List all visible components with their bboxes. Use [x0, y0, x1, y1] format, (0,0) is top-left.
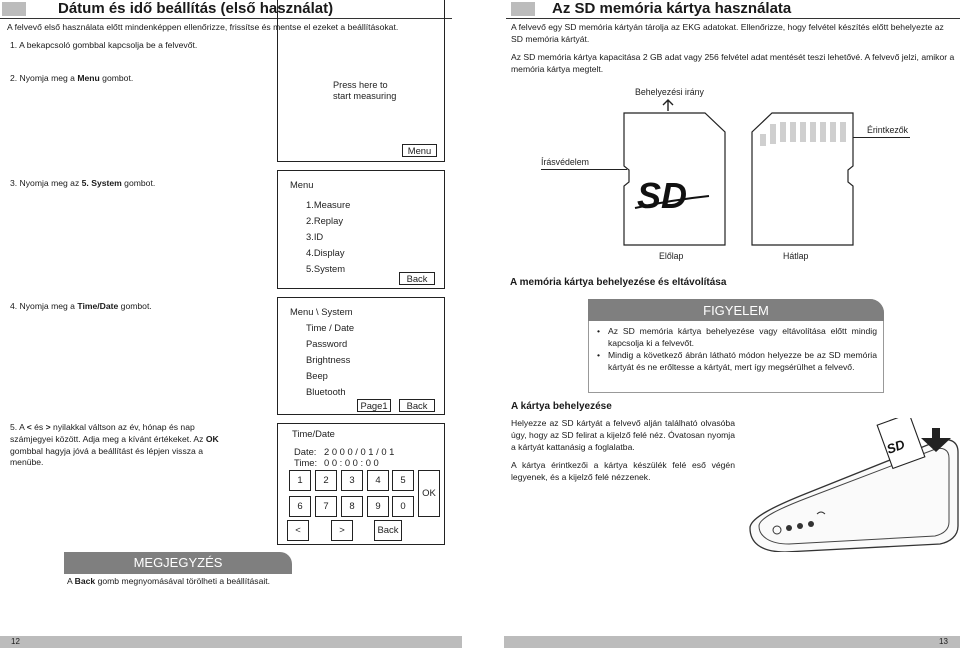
note-heading: MEGJEGYZÉS: [133, 555, 223, 570]
warning-box: [588, 299, 884, 393]
system-item-brightness[interactable]: Brightness: [306, 354, 351, 365]
page-title-right: Az SD memória kártya használata: [552, 0, 792, 17]
sd-intro-paragraph: A felvevő egy SD memória kártyán tárolja az EKG adatokat. Ellenőrizze, hogy felvétel készítés előtt behelyezte az SD memória kártyát.: [511, 22, 944, 44]
warning-bullet-2: • Mindig a következő ábrán látható módon helyezze be az SD memória kártyát és ne erőltesse a kártyát, mert így megsérülhet a felvevő.: [597, 350, 877, 372]
left-arrow-button[interactable]: <: [287, 520, 309, 541]
warning-heading: FIGYELEM: [703, 303, 769, 318]
insert-direction-label: Behelyezési irány: [635, 87, 704, 97]
key-2[interactable]: 2: [315, 470, 337, 491]
sd-capacity-paragraph: Az SD memória kártya kapacitása 2 GB adat vagy 256 felvétel adat mentését teszi lehetővé. A felvevő jelzi, amikor a memória kártya megtelt.: [511, 52, 955, 74]
date-value[interactable]: 2 0 0 0 / 0 1 / 0 1: [324, 446, 395, 457]
insert-paragraph-1: Helyezze az SD kártyát a felvevő alján található olvasóba úgy, hogy az SD felirat a kijelző felé néz. Óvatosan nyomja a kártyát kattanásig a foglalatba.: [511, 418, 735, 452]
header-marker: [511, 2, 535, 16]
time-label: Time:: [294, 457, 318, 468]
svg-text:SD: SD: [637, 175, 688, 216]
menu-item-id[interactable]: 3.ID: [306, 231, 324, 242]
note-text: A Back gomb megnyomásával törölheti a beállításait.: [67, 576, 271, 586]
back-button[interactable]: Back: [374, 520, 402, 541]
key-5[interactable]: 5: [392, 470, 414, 491]
page-number-right: 13: [939, 637, 948, 646]
insert-direction-arrow-icon: [661, 98, 675, 112]
menu-item-display[interactable]: 4.Display: [306, 247, 345, 258]
step-1: 1. A bekapcsoló gombbal kapcsolja be a felvevőt.: [10, 40, 198, 50]
figure-caption: A memória kártya behelyezése és eltávolítása: [510, 277, 727, 288]
menu-title: Menu: [290, 179, 314, 190]
back-label: Hátlap: [783, 251, 809, 261]
system-item-timedate[interactable]: Time / Date: [306, 322, 355, 333]
back-button[interactable]: Back: [399, 272, 435, 285]
sd-card-front-icon: [621, 112, 727, 248]
step-2: 2. Nyomja meg a Menu gombot.: [10, 73, 134, 83]
front-label: Előlap: [659, 251, 684, 261]
warning-bullet-1: • Az SD memória kártya behelyezése vagy eltávolítása előtt mindig kapcsolja ki a felvevőt.: [597, 326, 877, 348]
key-0[interactable]: 0: [392, 496, 414, 517]
screen-system: [277, 297, 445, 415]
timedate-title: Time/Date: [292, 428, 335, 439]
menu-item-measure[interactable]: 1.Measure: [306, 199, 351, 210]
key-3[interactable]: 3: [341, 470, 363, 491]
write-protect-label: Írásvédelem: [541, 157, 589, 167]
insert-heading: A kártya behelyezése: [511, 401, 612, 412]
step-5: 5. A < és > nyilakkal váltson az év, hónap és nap számjegyei között. Adja meg a kívánt értékeket. Az OK gombbal hagyja jóvá a beállítást és lépjen vissza a menübe.: [10, 422, 219, 468]
page-button[interactable]: Page1: [357, 399, 391, 412]
key-4[interactable]: 4: [367, 470, 389, 491]
key-1[interactable]: 1: [289, 470, 311, 491]
system-item-bluetooth[interactable]: Bluetooth: [306, 386, 346, 397]
key-6[interactable]: 6: [289, 496, 311, 517]
header-marker: [2, 2, 26, 16]
page-number-left: 12: [11, 637, 20, 646]
right-arrow-button[interactable]: >: [331, 520, 353, 541]
menu-item-replay[interactable]: 2.Replay: [306, 215, 344, 226]
date-label: Date:: [294, 446, 317, 457]
recorder-device-illustration: [745, 418, 960, 552]
screen-menu: [277, 170, 445, 289]
key-8[interactable]: 8: [341, 496, 363, 517]
menu-item-system[interactable]: 5.System: [306, 263, 346, 274]
step-4: 4. Nyomja meg a Time/Date gombot.: [10, 301, 152, 311]
page-title-left: Dátum és idő beállítás (első használat): [58, 0, 334, 17]
key-9[interactable]: 9: [367, 496, 389, 517]
intro-text: A felvevő első használata előtt mindenképpen ellenőrizze, frissítse és mentse el ezeket a beállításokat.: [7, 22, 399, 32]
ok-button[interactable]: OK: [418, 470, 440, 517]
back-button[interactable]: Back: [399, 399, 435, 412]
sd-card-back-icon: [750, 112, 856, 248]
key-7[interactable]: 7: [315, 496, 337, 517]
time-value[interactable]: 0 0 : 0 0 : 0 0: [324, 457, 379, 468]
menu-button[interactable]: Menu: [402, 144, 437, 157]
write-protect-leader-line: [541, 169, 627, 170]
system-item-password[interactable]: Password: [306, 338, 348, 349]
svg-text:SD: SD: [884, 436, 907, 457]
system-item-beep[interactable]: Beep: [306, 370, 328, 381]
footer-bar-right: [504, 636, 960, 648]
step-3: 3. Nyomja meg az 5. System gombot.: [10, 178, 156, 188]
start-measuring-text[interactable]: Press here to start measuring: [333, 80, 397, 101]
note-box: [64, 552, 292, 590]
footer-bar-left: [0, 636, 462, 648]
contacts-label: Érintkezők: [867, 125, 909, 135]
screen-start: [277, 0, 445, 162]
insert-paragraph-2: A kártya érintkezői a kártya készülék felé eső végén legyenek, és a kijelző felé nézzenek.: [511, 460, 735, 482]
system-title: Menu \ System: [290, 306, 353, 317]
header-rule-right: [506, 18, 960, 19]
